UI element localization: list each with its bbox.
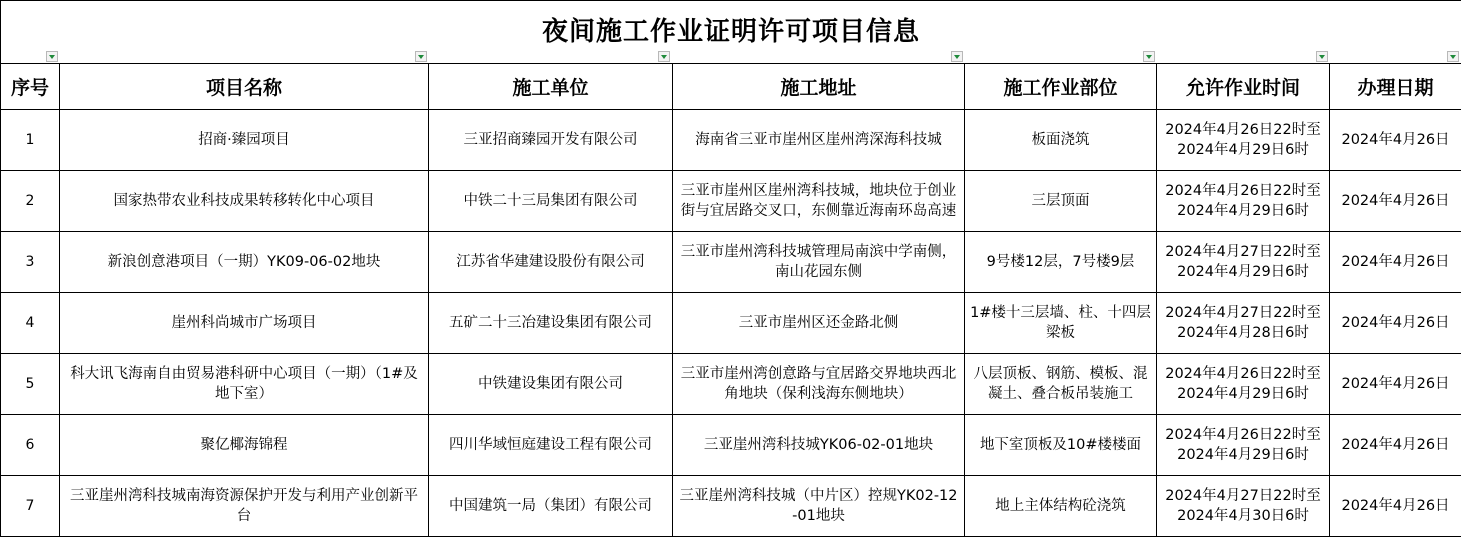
cell-allowed-time[interactable]: 2024年4月27日22时至2024年4月30日6时 [1157, 476, 1330, 537]
header-construction-unit[interactable]: 施工单位 [429, 64, 673, 110]
page-title: 夜间施工作业证明许可项目信息 [5, 1, 1457, 63]
cell-allowed-time[interactable]: 2024年4月27日22时至2024年4月28日6时 [1157, 293, 1330, 354]
cell-address[interactable]: 三亚市崖州区还金路北侧 [673, 293, 965, 354]
cell-no[interactable]: 7 [1, 476, 60, 537]
filter-dropdown-icon[interactable] [46, 51, 58, 62]
cell-work-part[interactable]: 9号楼12层，7号楼9层 [965, 232, 1157, 293]
cell-date[interactable]: 2024年4月26日 [1330, 354, 1461, 415]
cell-address[interactable]: 三亚崖州湾科技城（中片区）控规YK02-12-01地块 [673, 476, 965, 537]
cell-no[interactable]: 1 [1, 110, 60, 171]
filter-dropdown-icon[interactable] [1316, 51, 1328, 62]
cell-date[interactable]: 2024年4月26日 [1330, 415, 1461, 476]
cell-allowed-time[interactable]: 2024年4月26日22时至2024年4月29日6时 [1157, 110, 1330, 171]
cell-project-name[interactable]: 崖州科尚城市广场项目 [60, 293, 429, 354]
cell-no[interactable]: 4 [1, 293, 60, 354]
cell-allowed-time[interactable]: 2024年4月26日22时至2024年4月29日6时 [1157, 415, 1330, 476]
cell-date[interactable]: 2024年4月26日 [1330, 171, 1461, 232]
table-body [1, 110, 1461, 537]
cell-allowed-time[interactable]: 2024年4月27日22时至2024年4月29日6时 [1157, 232, 1330, 293]
header-project-name[interactable]: 项目名称 [60, 64, 429, 110]
cell-work-part[interactable]: 地上主体结构砼浇筑 [965, 476, 1157, 537]
cell-allowed-time[interactable]: 2024年4月26日22时至2024年4月29日6时 [1157, 171, 1330, 232]
cell-construction-unit[interactable]: 中铁建设集团有限公司 [429, 354, 673, 415]
table-row [1, 476, 1461, 537]
cell-no[interactable]: 3 [1, 232, 60, 293]
cell-construction-unit[interactable]: 五矿二十三冶建设集团有限公司 [429, 293, 673, 354]
cell-construction-unit[interactable]: 三亚招商臻园开发有限公司 [429, 110, 673, 171]
title-cell [1, 1, 1461, 64]
cell-work-part[interactable]: 地下室顶板及10#楼楼面 [965, 415, 1157, 476]
cell-project-name[interactable]: 科大讯飞海南自由贸易港科研中心项目（一期）（1#及地下室） [60, 354, 429, 415]
header-address[interactable]: 施工地址 [673, 64, 965, 110]
cell-date[interactable]: 2024年4月26日 [1330, 476, 1461, 537]
table-row [1, 171, 1461, 232]
header-allowed-time[interactable]: 允许作业时间 [1157, 64, 1330, 110]
cell-work-part[interactable]: 三层顶面 [965, 171, 1157, 232]
cell-work-part[interactable]: 1#楼十三层墙、柱、十四层梁板 [965, 293, 1157, 354]
filter-bar [1, 50, 1461, 62]
filter-dropdown-icon[interactable] [1447, 51, 1459, 62]
table-row [1, 293, 1461, 354]
cell-no[interactable]: 2 [1, 171, 60, 232]
cell-address[interactable]: 三亚崖州湾科技城YK06-02-01地块 [673, 415, 965, 476]
cell-date[interactable]: 2024年4月26日 [1330, 232, 1461, 293]
table-row [1, 354, 1461, 415]
cell-date[interactable]: 2024年4月26日 [1330, 293, 1461, 354]
cell-address[interactable]: 海南省三亚市崖州区崖州湾深海科技城 [673, 110, 965, 171]
filter-dropdown-icon[interactable] [658, 51, 670, 62]
cell-project-name[interactable]: 国家热带农业科技成果转移转化中心项目 [60, 171, 429, 232]
cell-allowed-time[interactable]: 2024年4月26日22时至2024年4月29日6时 [1157, 354, 1330, 415]
table-row [1, 110, 1461, 171]
cell-construction-unit[interactable]: 江苏省华建建设股份有限公司 [429, 232, 673, 293]
cell-project-name[interactable]: 聚亿椰海锦程 [60, 415, 429, 476]
cell-work-part[interactable]: 板面浇筑 [965, 110, 1157, 171]
header-work-part[interactable]: 施工作业部位 [965, 64, 1157, 110]
cell-project-name[interactable]: 三亚崖州湾科技城南海资源保护开发与利用产业创新平台 [60, 476, 429, 537]
filter-dropdown-icon[interactable] [1143, 51, 1155, 62]
cell-no[interactable]: 6 [1, 415, 60, 476]
cell-address[interactable]: 三亚市崖州湾科技城管理局南滨中学南侧，南山花园东侧 [673, 232, 965, 293]
cell-work-part[interactable]: 八层顶板、钢筋、模板、混凝土、叠合板吊装施工 [965, 354, 1157, 415]
cell-construction-unit[interactable]: 中国建筑一局（集团）有限公司 [429, 476, 673, 537]
cell-address[interactable]: 三亚市崖州区崖州湾科技城，地块位于创业街与宜居路交叉口，东侧靠近海南环岛高速 [673, 171, 965, 232]
cell-construction-unit[interactable]: 中铁二十三局集团有限公司 [429, 171, 673, 232]
cell-project-name[interactable]: 招商·臻园项目 [60, 110, 429, 171]
header-date[interactable]: 办理日期 [1330, 64, 1461, 110]
header-no[interactable]: 序号 [1, 64, 60, 110]
table-row [1, 232, 1461, 293]
filter-dropdown-icon[interactable] [951, 51, 963, 62]
cell-project-name[interactable]: 新浪创意港项目（一期）YK09-06-02地块 [60, 232, 429, 293]
header-row [1, 64, 1461, 110]
cell-address[interactable]: 三亚市崖州湾创意路与宜居路交界地块西北角地块（保利浅海东侧地块） [673, 354, 965, 415]
cell-construction-unit[interactable]: 四川华域恒庭建设工程有限公司 [429, 415, 673, 476]
filter-dropdown-icon[interactable] [415, 51, 427, 62]
cell-date[interactable]: 2024年4月26日 [1330, 110, 1461, 171]
table-row [1, 415, 1461, 476]
cell-no[interactable]: 5 [1, 354, 60, 415]
